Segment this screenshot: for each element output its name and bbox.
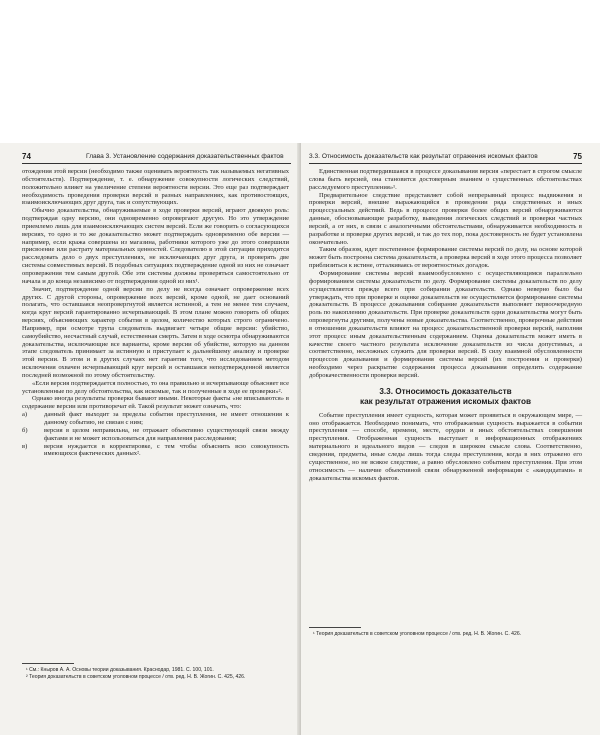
right-footnotes xyxy=(309,627,582,638)
footnote: ² Теория доказательств в советском уголовном процессе / отв. ред. Н. В. Жогин. С. 425, 426. xyxy=(26,674,246,681)
footnote-rule xyxy=(309,627,361,628)
list-text: версия нуждается в корректировке, с тем чтобы объяснить всю совокупность имеющихся фактических данных². xyxy=(44,442,289,458)
paragraph: Единственная подтвердившаяся в процессе доказывания версия «перестает в строгом смысле слова быть версией, она становится достоверным знанием о существенных обстоятельствах расследуемого преступления»¹. xyxy=(309,168,582,191)
section-heading-line: 3.3. Относимость доказательств xyxy=(379,386,512,396)
section-heading xyxy=(309,387,582,407)
paragraph: Таким образом, идет постепенное формирование системы версий по делу, на основе которой может быть построена система доказательств, а проверка версий в ходе этого процесса позволяет приблизиться к истине, отталкиваясь от вероятностных догадок. xyxy=(309,246,582,270)
bottom-margin xyxy=(0,735,600,750)
list-text: версия в целом неправильна, не отражает объективно существующей связи между фактами и не может использоваться для направления расследования; xyxy=(44,426,289,442)
quote-paragraph: «Если версия подтверждается полностью, то она правильно и исчерпывающе объясняет все установленные по делу обстоятельства, как искомые, так и полученные в ходе ее проверки»². xyxy=(22,379,289,395)
right-page-number: 75 xyxy=(573,152,582,161)
paragraph: Однако иногда результаты проверки бывают иными. Некоторые факты «не вписываются» в содержание версии или противоречат ей. Такой результат может означать, что: xyxy=(22,395,289,411)
footnote-rule xyxy=(22,663,74,664)
right-page xyxy=(301,143,600,735)
left-page-body xyxy=(22,168,289,458)
list-item xyxy=(22,427,289,443)
left-footnotes xyxy=(22,663,289,682)
left-page xyxy=(0,143,299,735)
top-margin xyxy=(0,0,600,143)
right-page-body xyxy=(309,168,582,482)
paragraph: Формирование системы версий взаимообусловлено с осуществляющимся параллельно формированием системы доказательств по делу. Формирование системы доказательств по делу осуществляется прежде всего при собирании доказательств. Однако неверно было бы утверждать, что при проверке и оценке доказательств не осуществляется формирование системы доказательств. В процессе доказывания собирание доказательств выполняет первоочередную роль по накоплению доказательств. При проверке доказательств одни доказательства могут быть опровергнуты другими, получены новые доказательства. Соответственно, проверочные действия в отношении доказательств влияют на процесс доказательственной проверки версий, наполняя этот процесс иным доказательственным содержанием. Оценка доказательств может иметь в качестве своего частного результата исключение доказательств из числа допустимых, а соответственно, несложных служить для проверки версий. В силу взаимной обусловленности процессов доказывания и формирования системы версий (их построения и проверки) необходимо через раскрытие содержания процесса доказывания определить содержание доброкачественности проверки версий. xyxy=(309,269,582,379)
list-item xyxy=(22,411,289,427)
left-running-title: Глава 3. Установление содержания доказательственных фактов xyxy=(86,153,284,160)
section-heading-line: как результат отражения искомых фактов xyxy=(360,396,531,406)
list-text: данный факт выходит за пределы события преступления, не имеет отношения к данному событию, не связан с ним; xyxy=(44,411,289,426)
list-item xyxy=(22,443,289,459)
left-page-number: 74 xyxy=(22,152,31,161)
footnote: ¹ Теория доказательств в советском уголовном процессе / отв. ред. Н. В. Жогин. С. 426. xyxy=(313,631,522,637)
right-running-title: 3.3. Относимость доказательств как результат отражения искомых фактов xyxy=(309,153,538,160)
list-marker: б) xyxy=(22,426,28,434)
right-header-rule xyxy=(309,163,582,164)
paragraph: Событие преступления имеет сущность, которая может проявиться в окружающем мире, — оно отображается. Необходимо понимать, что отображаемая сущность выражается в событии преступления — способе, времени, месте, орудии и иных обстоятельствах совершения преступления. Отображенная сущность выступает в информационных отображениях материального и идеального видов — следов в широком смысле слова. Соответственно, сведения, предметы, иные следы лишь тогда следы преступления, когда в них отражено его существенное, но не всякое следствие, а равно обусловлено событием преступления. При этом относимость — наличие объективной связи обнаруженной информации с «кандидатами» в доказательства искомых фактов. xyxy=(309,411,582,482)
paragraph: Предварительное следствие представляет собой непрерывный процесс выдвижения и проверки версий, внешне выражающийся в проведении ряда следственных и иных процессуальных действий. Ведь в процессе проверки более общих версий обнаруживаются данные, обосновывающие разработку, выведения логических следствий и проверки частных версий, а от них, в связи с аналогичными обстоятельствами, обнаруживается необходимость в разработке и проверке других версий, и так до тех пор, пока достоверность не будет установлена окончательно. xyxy=(309,191,582,246)
paragraph: отождения этой версии (необходимо также оценивать вероятность так называемых негативных обстоятельств). Подтверждение, т. е. обнаружение совокупности логических следствий, положительно влияет на увеличение степени вероятности версии. Это еще раз подтверждает необходимость проведения проверки версий в разных направлениях, как противостоящих, взаимоисключающих друг друга, так и сопутствующих. xyxy=(22,168,289,207)
list-marker: в) xyxy=(22,442,28,450)
left-header-rule xyxy=(22,163,291,164)
paragraph: Обычно доказательства, обнаруживаемые в ходе проверки версий, играют двоякую роль: подтверждая одну версию, они одновременно опровергают другую. Но это утверждение приемлемо лишь для взаимоисключающих систем версий. Если же говорить о согласующихся версиях, то одно и то же доказательство может подтверждать одновременно обе версии — например, если кража совершена из магазина, работники которого уже до этого совершили присвоение или растрату материальных ценностей. Следователю в этой ситуации приходится расследовать дело о двух преступлениях, не исключающих друг друга, и проверять две системы совместимых версий. В подобных ситуациях подтверждение одной из них не означает опровержения тем самым другой. Обе эти системы должны проверяться самостоятельно от начала и до конца независимо от подтверждения одной из них¹. xyxy=(22,207,289,285)
paragraph: Значит, подтверждение одной версии по делу не всегда означает опровержение всех других. С другой стороны, опровержение всех версий, кроме одной, не дает оснований полагать, что оставшаяся неопровергнутой является истинной, а тем не менее тем случаем, когда круг версий гарантированно исчерпывающий. В этом плане можно говорить об общих версиях, объясняющих характер события в целом, количество которых строго ограничено. Например, при осмотре трупа следователь выдвигает четыре общие версии: убийство, самоубийство, несчастный случай, естественная смерть. Затем в ходе осмотра обнаруживаются доказательства, исключающие все варианты, кроме версии об убийстве, которую на данном этапе следователь принимает за истинную и приступает к дальнейшему анализу и проверке этой версии. В этом и в других случаях нет гарантии того, что исследованием методом исключения охвачен исчерпывающий круг версий и оставшаяся неподтвержденной является последней возможной по этому обстоятельству. xyxy=(22,285,289,379)
footnote: ¹ См.: Кныров А. А. Основы теории доказывания. Краснодар, 1981. С. 100, 101. xyxy=(26,667,214,673)
list-marker: а) xyxy=(22,411,28,419)
